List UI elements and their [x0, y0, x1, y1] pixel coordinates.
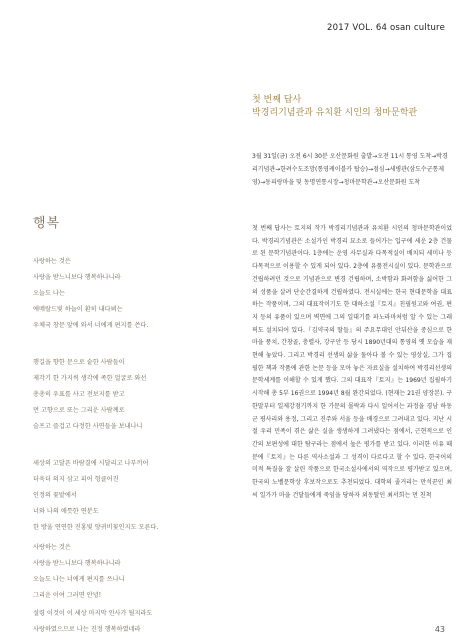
poem-line: 오늘도 나는 너에게 편지를 쓰나니 — [33, 576, 125, 583]
poem-line: 한 방울 연연한 진홍빛 양귀비꽃인지도 모른다. — [33, 524, 159, 531]
poem-line: 더욱더 의지 삼고 피어 헝클어진 — [33, 476, 119, 483]
poem-line: 세상의 고달픈 바람결에 시달리고 나부끼어 — [33, 460, 149, 467]
poem-line: 사랑을 받느니보다 행복하나니라 — [33, 560, 121, 567]
poem-line: 먼 고향으로 또는 그리운 사람께로 — [33, 407, 125, 414]
poem-line: 제각기 한 가지씩 생각에 족한 얼굴로 와선 — [33, 375, 147, 382]
poem-line: 행길을 향한 문으로 숱한 사람들이 — [33, 359, 125, 366]
journal-header: 2017 VOL. 64 osan culture — [327, 23, 445, 33]
poem-line: 너와 나의 애틋한 연분도 — [33, 508, 99, 515]
poem-line: 슬프고 즐겁고 다정한 사연들을 보내나니 — [33, 423, 143, 430]
article-body-text: 첫 번째 답사는 토지의 작가 박경리기념관과 유치환 시인의 청마문학관이었다. 박경리기념관은 소설가인 박경리 묘소로 들어가는 입구에 세운 2층 건물로 된 문학기념관이다. 1층에는 운영 사무실과 다목적실이 배치되 세미나 등 다목적으로 이용할 수 있게 되어 있다. 2층에 유품전시실이 있다. 문학관으로 건립하려던 것으로 기념관으로 변경 건립하며, 소박함과 화려함을 싫어한 그의 성품을 살려 단순간결하게 건립하였다. 전시실에는 한국 현대문학을 대표하는 작품이며, 그의 대표작이기도 한 대하소설『토지』친필원고와 여권, 편지 등의 유품이 있으며 벽면에 그의 일대기를 파노라마처럼 알 수 있는 그래픽도 설치되어 있다.『김약국의 딸들』의 주요무대인 안뒤산을 중심으로 한 마을 풍치, 간창골, 충렬사, 강구안 등 당시 1890년대의 통영의 옛 모습을 재현해 놓았다. 그리고 박경리 선생의 삶을 돌아다 볼 수 있는 영상실, 그가 집필한 책과 작품에 관한 논문 등을 모아 놓은 자료실을 설치하여 박경리선생의 문학세계를 이해할 수 있게 했다. 그의 대표작『토지』는 1969년 집필하기 시작해 총 5부 16권으로 1994년 8월 완간되었다. (현재는 21권 양장본). 구한말부터 일제강점기까지 한 가문의 몰락과 다시 일어서는 과정을 경남 하동군 평사리와 용정, 그리고 진주와 서울 등을 배경으로 그려내고 있다. 지난 시절 우리 민족이 겪은 삶은 실을 생생하게 그려냈다는 점에서, 근현적으로 인간의 보편성에 대한 탐구라는 점에서 높은 평가를 받고 있다. 이러한 이유 때문에『토지』는 다른 역사소설과 그 성격이 다르다고 할 수 있다. 한국어의 미적 특질을 잘 살린 작품으로 한국소설사에서의 역작으로 평가받고 있으며, 한국의 노벨문학상 후보작으로도 추천되었다. 대학의 졸거리는 만석꾼인 최씨 일가가 마을 건달들에게 죽임을 당하자 외동딸인 최서희는 먼 친척 — [252, 225, 452, 499]
article-body — [252, 223, 452, 502]
poem-line: 사랑을 받느니보다 행복하나니라 — [33, 274, 121, 281]
poem-line: 에메랄드빛 하늘이 환히 내다뵈는 — [33, 306, 123, 313]
poem-line: 설령 이것이 이 세상 마지막 인사가 될지라도 — [33, 610, 153, 617]
poem-line: 사랑하는 것은 — [33, 258, 71, 265]
poem-line: 그리운 이여 그러면 안녕! — [33, 592, 102, 599]
poem-line: 오늘도 나는 — [33, 290, 65, 297]
poem-line: 총총히 우표를 사고 전보지를 받고 — [33, 391, 125, 398]
article-title-line: 박경리기념관과 유치환 시인의 청마문학관 — [252, 108, 418, 118]
itinerary-text: 3월 31일(금) 오전 6시 30분 오산문화원 출발→오전 11시 통영 도착→박경리기념관→한려수도조망(통영케이블카 탑승)→점심→세병관(삼도수군통제영)→동피랑마을 및 동명연통시장→청마문학관→오산문화원 도착 — [252, 153, 448, 186]
poem-line: 인정의 꽃밭에서 — [33, 492, 77, 499]
article-title-line: 첫 번째 답사 — [252, 95, 302, 105]
poem-line: 사랑하는 것은 — [33, 544, 71, 551]
article-title — [252, 94, 452, 120]
poem-title: 행복 — [33, 216, 61, 231]
poem-line: 사랑하였으므로 나는 진정 행복하였네라 — [33, 626, 141, 633]
page-number: 43 — [434, 625, 445, 634]
poem-line: 우체국 창문 앞에 와서 너에게 편지를 쓴다. — [33, 322, 149, 329]
itinerary — [252, 150, 452, 189]
